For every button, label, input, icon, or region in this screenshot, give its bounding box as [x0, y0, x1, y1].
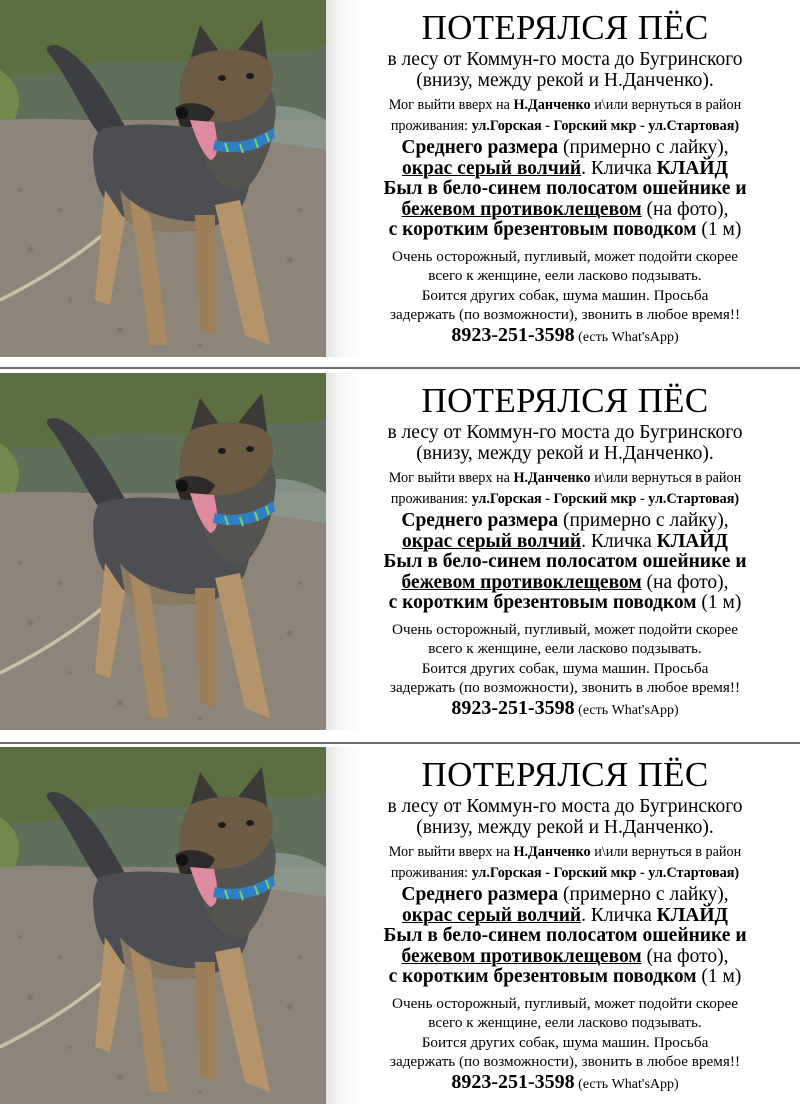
phone-number: 8923-251-3598	[451, 696, 575, 719]
route-streets: ул.Горская - Горский мкр - ул.Стартовая)	[471, 865, 740, 881]
dog-nose	[176, 480, 188, 492]
note-line-4: задержать (по возможности), звонить в любое время!!	[389, 1053, 741, 1070]
note-line-1: Очень осторожный, пугливый, может подойти скорее	[392, 994, 738, 1012]
collar2-normal: (на фото),	[641, 571, 729, 593]
phone-number: 8923-251-3598	[451, 1070, 575, 1093]
location-line-2: (внизу, между рекой и Н.Данченко).	[416, 70, 714, 91]
route-line-2	[332, 489, 798, 510]
collar2-bold: бежевом противоклещевом	[401, 571, 642, 593]
note-line-3: Боится других собак, шума машин. Просьба	[421, 659, 709, 677]
size-normal: (примерно с лайку),	[558, 510, 729, 531]
lost-location	[332, 49, 798, 91]
phone-note: (есть What'sApp)	[574, 702, 679, 718]
dog-eye-right	[246, 820, 254, 826]
contact-phone	[332, 1072, 798, 1095]
collar2-normal: (на фото),	[641, 945, 729, 967]
route-street: Н.Данченко	[513, 844, 591, 860]
lost-location	[332, 796, 798, 838]
leash-bold: с коротким брезентовым поводком	[388, 966, 697, 987]
collar2-bold: бежевом противоклещевом	[401, 945, 642, 967]
note-line-2: всего к женщине, еели ласково подзывать.	[428, 1014, 702, 1031]
dog-name: КЛАЙД	[656, 157, 728, 179]
collar-line	[332, 179, 798, 200]
color-bold: окрас серый волчий	[402, 530, 582, 552]
collar-line-2	[332, 573, 798, 594]
dog-description	[332, 511, 798, 614]
flyer-divider	[0, 742, 800, 744]
color-name-line	[332, 159, 798, 180]
route-text: и\или вернуться в район	[590, 844, 742, 860]
route-text: проживания:	[390, 118, 472, 134]
contact-phone	[332, 325, 798, 348]
size-bold: Среднего размера	[401, 884, 559, 905]
note-line-1: Очень осторожный, пугливый, может подойти скорее	[392, 620, 738, 638]
possible-route	[332, 842, 798, 884]
flyer-title: ПОТЕРЯЛСЯ ПЁС	[421, 8, 709, 47]
dog-description	[332, 138, 798, 241]
dog-photo-icon	[0, 373, 326, 730]
size-line	[332, 885, 798, 906]
lost-dog-flyer	[0, 0, 800, 357]
route-streets: ул.Горская - Горский мкр - ул.Стартовая)	[471, 118, 740, 134]
dog-nose	[176, 854, 188, 866]
collar2-normal: (на фото),	[641, 198, 729, 220]
note-line-4: задержать (по возможности), звонить в любое время!!	[389, 306, 741, 323]
flyer-text	[326, 373, 800, 730]
flyer-text	[326, 747, 800, 1104]
route-text: Мог выйти вверх на	[388, 97, 514, 113]
leash-bold: с коротким брезентовым поводком	[388, 219, 697, 240]
route-text: и\или вернуться в район	[590, 470, 742, 486]
route-street: Н.Данченко	[513, 470, 591, 486]
note-line-2: всего к женщине, еели ласково подзывать.	[428, 267, 702, 284]
color-name-line	[332, 906, 798, 927]
phone-number: 8923-251-3598	[451, 323, 575, 346]
possible-route	[332, 95, 798, 137]
note-line-3: Боится других собак, шума машин. Просьба	[421, 286, 709, 304]
leash-bold: с коротким брезентовым поводком	[388, 592, 697, 613]
size-bold: Среднего размера	[401, 137, 559, 158]
route-text: и\или вернуться в район	[590, 97, 742, 113]
route-streets: ул.Горская - Горский мкр - ул.Стартовая)	[471, 491, 740, 507]
location-line-2: (внизу, между рекой и Н.Данченко).	[416, 817, 714, 838]
dog-photo-icon	[0, 0, 326, 357]
route-street: Н.Данченко	[513, 97, 591, 113]
behavior-notes	[332, 994, 798, 1072]
route-line-1	[332, 95, 798, 116]
route-text: проживания:	[390, 491, 472, 507]
size-normal: (примерно с лайку),	[558, 137, 729, 158]
dog-eye-left	[218, 448, 226, 454]
route-text: Мог выйти вверх на	[388, 844, 514, 860]
flyer-divider	[0, 367, 800, 369]
collar-line-2	[332, 947, 798, 968]
lost-dog-flyer	[0, 373, 800, 730]
lost-location	[332, 422, 798, 464]
note-line-4: задержать (по возможности), звонить в любое время!!	[389, 679, 741, 696]
dog-name: КЛАЙД	[656, 530, 728, 552]
flyer-text	[326, 0, 800, 357]
size-bold: Среднего размера	[401, 510, 559, 531]
size-line	[332, 138, 798, 159]
color-bold: окрас серый волчий	[402, 157, 582, 179]
behavior-notes	[332, 247, 798, 325]
leash-normal: (1 м)	[696, 966, 742, 987]
note-line-3: Боится других собак, шума машин. Просьба	[421, 1033, 709, 1051]
color-bold: окрас серый волчий	[402, 904, 582, 926]
note-line-2: всего к женщине, еели ласково подзывать.	[428, 640, 702, 657]
leash-normal: (1 м)	[696, 592, 742, 613]
contact-phone	[332, 698, 798, 721]
dog-photo	[0, 373, 326, 730]
dog-name: КЛАЙД	[656, 904, 728, 926]
dog-photo	[0, 0, 326, 357]
dog-nose	[176, 107, 188, 119]
collar-text: Был в бело-синем полосатом ошейнике и	[383, 178, 747, 199]
dog-photo	[0, 747, 326, 1104]
flyer-title: ПОТЕРЯЛСЯ ПЁС	[421, 381, 709, 420]
behavior-notes	[332, 620, 798, 698]
leash-line	[332, 967, 798, 988]
route-text: проживания:	[390, 865, 472, 881]
name-label: . Кличка	[581, 530, 657, 552]
location-line-1: в лесу от Коммун-го моста до Бугринского	[387, 49, 743, 70]
size-line	[332, 511, 798, 532]
route-line-1	[332, 468, 798, 489]
dog-eye-right	[246, 73, 254, 79]
leash-line	[332, 220, 798, 241]
leash-normal: (1 м)	[696, 219, 742, 240]
note-line-1: Очень осторожный, пугливый, может подойти скорее	[392, 247, 738, 265]
collar-line-2	[332, 200, 798, 221]
route-text: Мог выйти вверх на	[388, 470, 514, 486]
collar-line	[332, 552, 798, 573]
name-label: . Кличка	[581, 904, 657, 926]
dog-photo-icon	[0, 747, 326, 1104]
location-line-1: в лесу от Коммун-го моста до Бугринского	[387, 422, 743, 443]
route-line-1	[332, 842, 798, 863]
color-name-line	[332, 532, 798, 553]
size-normal: (примерно с лайку),	[558, 884, 729, 905]
leash-line	[332, 593, 798, 614]
name-label: . Кличка	[581, 157, 657, 179]
lost-dog-flyer	[0, 747, 800, 1104]
collar-text: Был в бело-синем полосатом ошейнике и	[383, 551, 747, 572]
phone-note: (есть What'sApp)	[574, 1076, 679, 1092]
phone-note: (есть What'sApp)	[574, 329, 679, 345]
dog-eye-left	[218, 822, 226, 828]
route-line-2	[332, 116, 798, 137]
collar2-bold: бежевом противоклещевом	[401, 198, 642, 220]
dog-eye-right	[246, 446, 254, 452]
location-line-2: (внизу, между рекой и Н.Данченко).	[416, 443, 714, 464]
collar-line	[332, 926, 798, 947]
dog-eye-left	[218, 75, 226, 81]
location-line-1: в лесу от Коммун-го моста до Бугринского	[387, 796, 743, 817]
dog-description	[332, 885, 798, 988]
flyer-title: ПОТЕРЯЛСЯ ПЁС	[421, 755, 709, 794]
collar-text: Был в бело-синем полосатом ошейнике и	[383, 925, 747, 946]
possible-route	[332, 468, 798, 510]
route-line-2	[332, 863, 798, 884]
